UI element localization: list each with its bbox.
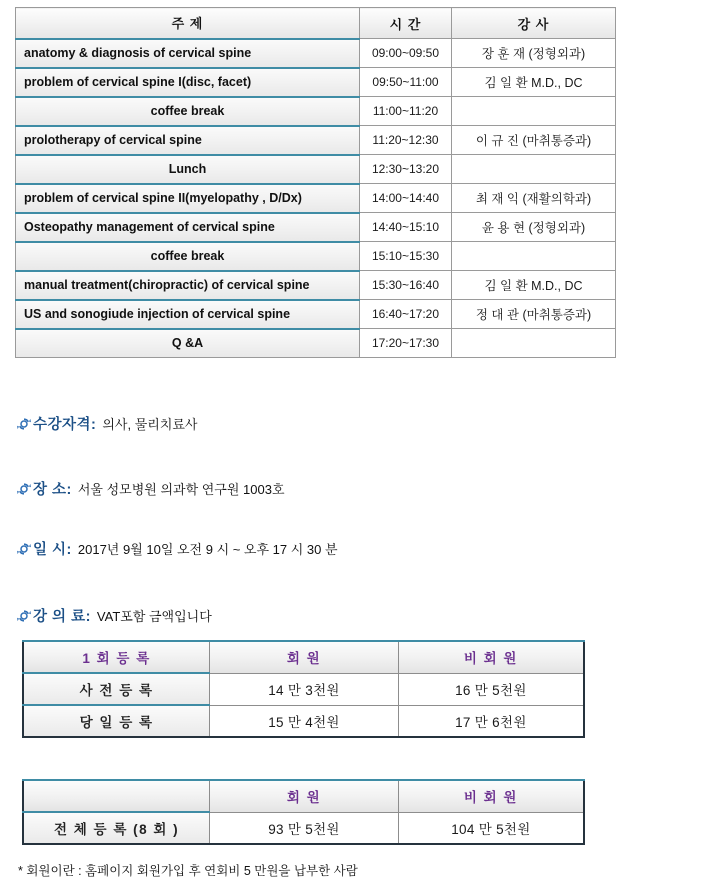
table-row bbox=[16, 242, 616, 271]
schedule-cell-lecturer bbox=[452, 242, 616, 271]
schedule-cell-time: 12:30~13:20 bbox=[360, 155, 452, 184]
info-row-datetime bbox=[16, 538, 338, 559]
info-value-venue: 서울 성모병원 의과학 연구원 1003호 bbox=[77, 482, 285, 497]
schedule-cell-subject: Q &A bbox=[16, 329, 360, 358]
info-label-fee: 강 의 료: bbox=[33, 609, 91, 625]
schedule-cell-lecturer: 김 일 환 M.D., DC bbox=[452, 68, 616, 97]
schedule-col-time: 시 간 bbox=[360, 8, 452, 39]
schedule-cell-lecturer: 윤 용 현 (정형외과) bbox=[452, 213, 616, 242]
schedule-col-lecturer: 강 사 bbox=[452, 8, 616, 39]
fee-full-header-row bbox=[23, 780, 584, 812]
fee-full-body bbox=[23, 812, 584, 844]
fee-single-col-member: 회 원 bbox=[210, 641, 399, 673]
schedule-cell-subject: coffee break bbox=[16, 97, 360, 126]
schedule-cell-lecturer bbox=[452, 155, 616, 184]
schedule-cell-time: 09:00~09:50 bbox=[360, 39, 452, 68]
fee-single-header-row bbox=[23, 641, 584, 673]
fee-cell-nonmember: 104 만 5천원 bbox=[398, 812, 584, 844]
schedule-cell-lecturer: 장 훈 재 (정형외과) bbox=[452, 39, 616, 68]
fee-single-col-type: 1 회 등 록 bbox=[23, 641, 210, 673]
table-row bbox=[23, 705, 584, 737]
fee-full-col-nonmember: 비 회 원 bbox=[398, 780, 584, 812]
fee-single-body bbox=[23, 673, 584, 737]
table-row bbox=[16, 271, 616, 300]
schedule-cell-subject: anatomy & diagnosis of cervical spine bbox=[16, 39, 360, 68]
schedule-cell-subject: Lunch bbox=[16, 155, 360, 184]
table-row bbox=[16, 329, 616, 358]
info-label-venue: 장 소: bbox=[33, 482, 72, 498]
info-value-qualification: 의사, 물리치료사 bbox=[102, 417, 198, 432]
refresh-arrows-icon bbox=[16, 541, 32, 557]
schedule-cell-subject: prolotherapy of cervical spine bbox=[16, 126, 360, 155]
fee-full-col-blank bbox=[23, 780, 210, 812]
schedule-cell-lecturer: 김 일 환 M.D., DC bbox=[452, 271, 616, 300]
fee-cell-label: 전 체 등 록 (8 회 ) bbox=[23, 812, 210, 844]
table-row bbox=[16, 213, 616, 242]
schedule-cell-time: 15:30~16:40 bbox=[360, 271, 452, 300]
table-row bbox=[23, 673, 584, 705]
schedule-cell-subject: coffee break bbox=[16, 242, 360, 271]
refresh-arrows-icon bbox=[16, 481, 32, 497]
schedule-cell-lecturer: 이 규 진 (마취통증과) bbox=[452, 126, 616, 155]
fee-cell-label: 사 전 등 록 bbox=[23, 673, 210, 705]
schedule-cell-time: 09:50~11:00 bbox=[360, 68, 452, 97]
schedule-table-container bbox=[15, 7, 615, 358]
info-value-fee: VAT포함 금액입니다 bbox=[96, 609, 212, 624]
table-row bbox=[16, 300, 616, 329]
schedule-cell-subject: Osteopathy management of cervical spine bbox=[16, 213, 360, 242]
schedule-cell-time: 16:40~17:20 bbox=[360, 300, 452, 329]
info-label-datetime: 일 시: bbox=[33, 542, 72, 558]
refresh-arrows-icon bbox=[16, 416, 32, 432]
schedule-table bbox=[15, 7, 616, 358]
schedule-cell-subject: manual treatment(chiropractic) of cervical spine bbox=[16, 271, 360, 300]
schedule-cell-lecturer: 정 대 관 (마취통증과) bbox=[452, 300, 616, 329]
schedule-cell-time: 11:20~12:30 bbox=[360, 126, 452, 155]
schedule-cell-subject: problem of cervical spine II(myelopathy , D/Dx) bbox=[16, 184, 360, 213]
refresh-arrows-icon bbox=[16, 608, 32, 624]
fee-cell-label: 당 일 등 록 bbox=[23, 705, 210, 737]
fee-table-full-container bbox=[22, 779, 585, 845]
fee-table-single-container bbox=[22, 640, 585, 738]
schedule-cell-time: 14:40~15:10 bbox=[360, 213, 452, 242]
fee-single-col-nonmember: 비 회 원 bbox=[398, 641, 584, 673]
table-row bbox=[16, 155, 616, 184]
table-row bbox=[16, 184, 616, 213]
schedule-cell-subject: US and sonogiude injection of cervical spine bbox=[16, 300, 360, 329]
fee-cell-member: 93 만 5천원 bbox=[210, 812, 399, 844]
table-row bbox=[16, 97, 616, 126]
fee-cell-member: 15 만 4천원 bbox=[210, 705, 399, 737]
fee-cell-nonmember: 17 만 6천원 bbox=[398, 705, 584, 737]
schedule-cell-time: 11:00~11:20 bbox=[360, 97, 452, 126]
schedule-cell-subject: problem of cervical spine I(disc, facet) bbox=[16, 68, 360, 97]
fee-full-col-member: 회 원 bbox=[210, 780, 399, 812]
fee-table-single bbox=[22, 640, 585, 738]
info-value-datetime: 2017년 9월 10일 오전 9 시 ~ 오후 17 시 30 분 bbox=[77, 542, 338, 557]
schedule-cell-lecturer: 최 재 익 (재활의학과) bbox=[452, 184, 616, 213]
info-row-fee bbox=[16, 605, 212, 626]
info-row-venue bbox=[16, 478, 285, 499]
schedule-header-row bbox=[16, 8, 616, 39]
table-row bbox=[16, 126, 616, 155]
schedule-col-subject: 주 제 bbox=[16, 8, 360, 39]
schedule-cell-time: 15:10~15:30 bbox=[360, 242, 452, 271]
table-row bbox=[23, 812, 584, 844]
schedule-cell-time: 14:00~14:40 bbox=[360, 184, 452, 213]
schedule-cell-lecturer bbox=[452, 329, 616, 358]
info-label-qualification: 수강자격: bbox=[33, 417, 97, 433]
fee-cell-nonmember: 16 만 5천원 bbox=[398, 673, 584, 705]
table-row bbox=[16, 68, 616, 97]
schedule-cell-time: 17:20~17:30 bbox=[360, 329, 452, 358]
schedule-cell-lecturer bbox=[452, 97, 616, 126]
table-row bbox=[16, 39, 616, 68]
info-row-qualification bbox=[16, 413, 198, 434]
fee-table-full bbox=[22, 779, 585, 845]
membership-footnote: * 회원이란 : 홈페이지 회원가입 후 연회비 5 만원을 납부한 사람 bbox=[18, 864, 358, 878]
schedule-body bbox=[16, 39, 616, 358]
fee-cell-member: 14 만 3천원 bbox=[210, 673, 399, 705]
